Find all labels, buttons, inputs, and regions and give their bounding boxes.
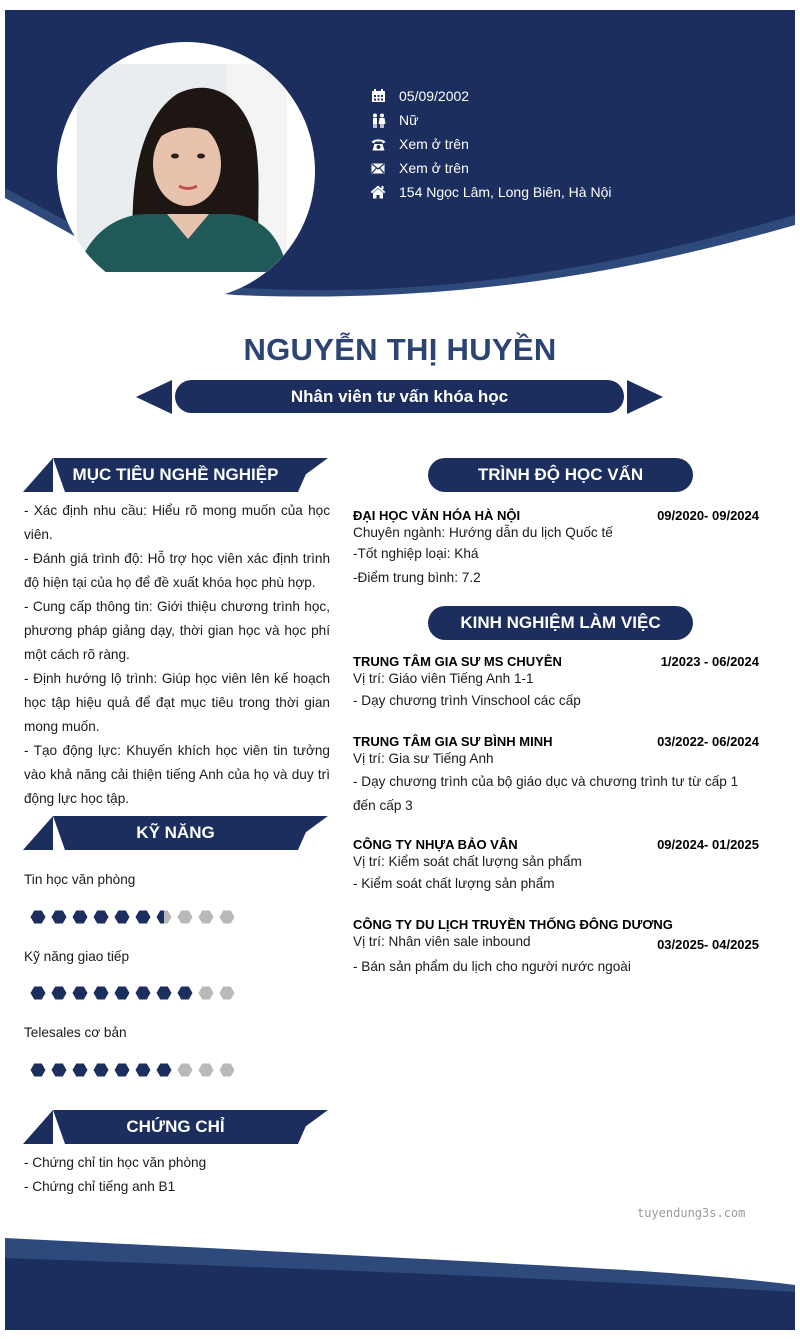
skill-dot bbox=[178, 987, 193, 1000]
skill-dot bbox=[178, 1064, 193, 1077]
experience-position: Vị trí: Giáo viên Tiếng Anh 1-1 bbox=[353, 671, 534, 686]
company-name: CÔNG TY DU LỊCH TRUYỀN THỐNG ĐÔNG DƯƠNG bbox=[353, 917, 673, 932]
skill-dot bbox=[115, 911, 130, 924]
skill-dot bbox=[31, 911, 46, 924]
experience-position: Vị trí: Kiểm soát chất lượng sản phẩm bbox=[353, 854, 582, 869]
skill-dot bbox=[178, 911, 193, 924]
objective-heading bbox=[23, 458, 328, 492]
objective-line: - Đánh giá trình độ: Hỗ trợ học viên xác định trình độ hiện tại của họ để đề xuất khóa học phù hợp. bbox=[24, 551, 330, 590]
objective-text bbox=[24, 499, 330, 811]
job-title: Nhân viên tư vấn khóa học bbox=[175, 380, 624, 413]
certificates-heading bbox=[23, 1110, 328, 1144]
skill-dot bbox=[31, 1064, 46, 1077]
calendar-icon bbox=[370, 88, 386, 104]
skill-dot bbox=[199, 1064, 214, 1077]
skill-dot bbox=[115, 1064, 130, 1077]
skill-dot bbox=[157, 987, 172, 1000]
skill-dot bbox=[220, 911, 235, 924]
skill-name: Kỹ năng giao tiếp bbox=[24, 949, 130, 964]
contact-address bbox=[370, 180, 611, 204]
contact-email bbox=[370, 156, 611, 180]
candidate-name: NGUYỄN THỊ HUYỀN bbox=[243, 332, 557, 367]
company-name: TRUNG TÂM GIA SƯ MS CHUYÊN bbox=[353, 654, 562, 669]
profile-photo bbox=[57, 42, 315, 300]
phone-icon bbox=[370, 136, 386, 152]
education-entry bbox=[353, 505, 759, 588]
skill-name: Tin học văn phòng bbox=[24, 872, 136, 887]
experience-entry bbox=[353, 834, 759, 894]
objective-line: - Tạo động lực: Khuyến khích học viên tin tưởng vào khả năng cải thiện tiếng Anh của họ và duy trì động lực học tập. bbox=[24, 743, 330, 806]
skill-dot bbox=[199, 987, 214, 1000]
experience-dates: 09/2024- 01/2025 bbox=[657, 837, 759, 852]
certificate-item: - Chứng chỉ tin học văn phòng bbox=[24, 1155, 207, 1170]
watermark: tuyendung3s.com bbox=[637, 1206, 746, 1220]
skill-name: Telesales cơ bản bbox=[24, 1025, 127, 1040]
objective-line: - Định hướng lộ trình: Giúp học viên lên kế hoạch học tập hiệu quả để đạt mục tiêu trong thời gian mong muốn. bbox=[24, 671, 330, 734]
experience-position: Vị trí: Gia sư Tiếng Anh bbox=[353, 751, 494, 766]
cv-page bbox=[5, 10, 795, 1330]
skill-dot bbox=[94, 987, 109, 1000]
skill-dot bbox=[199, 911, 214, 924]
company-name: TRUNG TÂM GIA SƯ BÌNH MINH bbox=[353, 734, 553, 749]
contact-birthdate bbox=[370, 84, 611, 108]
education-heading: TRÌNH ĐỘ HỌC VẤN bbox=[428, 458, 693, 492]
education-dates: 09/2020- 09/2024 bbox=[657, 508, 759, 523]
phone-text: Xem ở trên bbox=[399, 136, 469, 152]
skills-title: KỸ NĂNG bbox=[136, 823, 215, 842]
skill-dot bbox=[157, 1064, 172, 1077]
skill-dot bbox=[115, 987, 130, 1000]
gender-text: Nữ bbox=[399, 112, 419, 128]
company-name: CÔNG TY NHỰA BẢO VÂN bbox=[353, 837, 518, 852]
experience-description: - Dạy chương trình của bộ giáo dục và chương trình tư từ cấp 1 đến cấp 3 bbox=[353, 774, 739, 813]
experience-description: - Kiểm soát chất lượng sản phẩm bbox=[353, 876, 555, 891]
mail-icon bbox=[370, 160, 386, 176]
skill-dot bbox=[157, 911, 172, 924]
contact-phone bbox=[370, 132, 611, 156]
gender-icon bbox=[370, 112, 386, 128]
skill-rating bbox=[30, 909, 240, 923]
experience-dates: 1/2023 - 06/2024 bbox=[660, 654, 759, 669]
home-icon bbox=[370, 184, 386, 200]
title-arrow-right bbox=[627, 380, 663, 414]
experience-dates: 03/2025- 04/2025 bbox=[657, 937, 759, 952]
skill-dot bbox=[31, 987, 46, 1000]
skill-dot bbox=[73, 1064, 88, 1077]
experience-heading: KINH NGHIỆM LÀM VIỆC bbox=[428, 606, 693, 640]
skill-dot bbox=[220, 987, 235, 1000]
skill-dot bbox=[73, 987, 88, 1000]
objective-line: - Xác định nhu cầu: Hiểu rõ mong muốn của học viên. bbox=[24, 503, 330, 542]
skill-dots bbox=[30, 909, 240, 925]
objective-line: - Cung cấp thông tin: Giới thiệu chương trình học, phương pháp giảng dạy, thời gian học và học phí một cách rõ ràng. bbox=[24, 599, 330, 662]
certificate-item: - Chứng chỉ tiếng anh B1 bbox=[24, 1179, 176, 1194]
education-major: Chuyên ngành: Hướng dẫn du lịch Quốc tế bbox=[353, 525, 613, 540]
skill-dot bbox=[136, 1064, 151, 1077]
skills-heading bbox=[23, 816, 328, 850]
title-arrow-left bbox=[136, 380, 172, 414]
skill-dot bbox=[52, 1064, 67, 1077]
experience-position: Vị trí: Nhân viên sale inbound bbox=[353, 934, 531, 949]
contact-info bbox=[370, 84, 611, 204]
skill-dot bbox=[136, 911, 151, 924]
education-gpa: -Điểm trung bình: 7.2 bbox=[353, 570, 481, 585]
experience-description: - Dạy chương trình Vinschool các cấp bbox=[353, 693, 581, 708]
contact-gender bbox=[370, 108, 611, 132]
school-name: ĐẠI HỌC VĂN HÓA HÀ NỘI bbox=[353, 508, 521, 523]
skill-dot bbox=[52, 987, 67, 1000]
skill-dot bbox=[73, 911, 88, 924]
skill-dots bbox=[30, 985, 240, 1001]
address-text: 154 Ngọc Lâm, Long Biên, Hà Nội bbox=[399, 184, 612, 200]
skill-dot bbox=[136, 987, 151, 1000]
objective-title: MỤC TIÊU NGHỀ NGHIỆP bbox=[72, 465, 279, 484]
experience-entry bbox=[353, 731, 759, 818]
skill-dot bbox=[220, 1064, 235, 1077]
email-text: Xem ở trên bbox=[399, 160, 469, 176]
skill-dots bbox=[30, 1062, 240, 1078]
certificates-title: CHỨNG CHỈ bbox=[126, 1117, 225, 1136]
experience-entry bbox=[353, 651, 759, 711]
experience-dates: 03/2022- 06/2024 bbox=[657, 734, 759, 749]
certificates-list bbox=[24, 1151, 206, 1199]
skill-rating bbox=[30, 1062, 240, 1076]
education-grade: -Tốt nghiệp loại: Khá bbox=[353, 546, 479, 561]
experience-entry bbox=[353, 914, 759, 979]
birthdate-text: 05/09/2002 bbox=[399, 88, 470, 104]
skill-rating bbox=[30, 985, 240, 999]
skill-dot bbox=[94, 1064, 109, 1077]
skill-dot bbox=[94, 911, 109, 924]
footer-background bbox=[5, 1230, 795, 1330]
experience-description: - Bán sản phẩm du lịch cho người nước ngoài bbox=[353, 959, 631, 974]
skill-dot bbox=[52, 911, 67, 924]
